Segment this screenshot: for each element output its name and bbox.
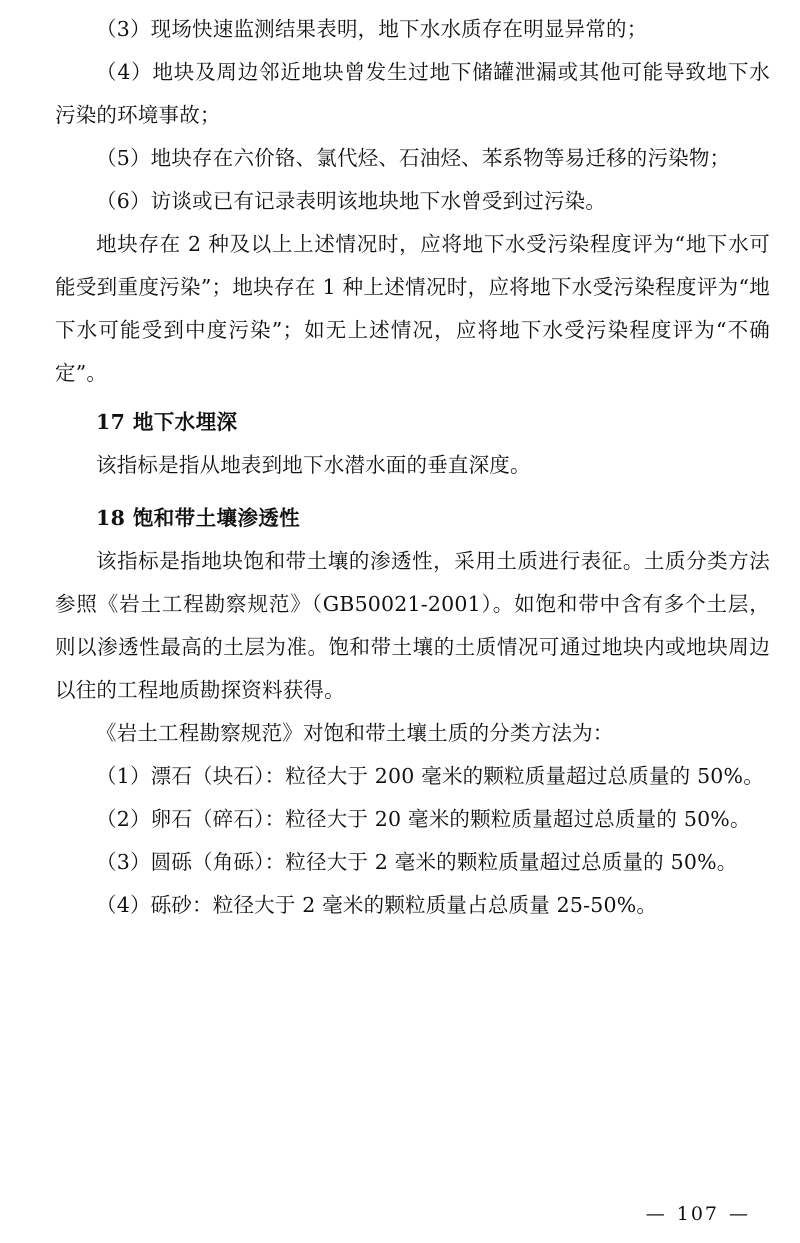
footer-dash-right: — xyxy=(729,1203,750,1225)
classification-item-1: （1）漂石（块石）：粒径大于 200 毫米的颗粒质量超过总质量的 50%。 xyxy=(96,764,764,788)
section-heading-17: 17 地下水埋深 xyxy=(96,410,238,434)
paragraph-evaluation-rule: 地块存在 2 种及以上上述情况时，应将地下水受污染程度评为“地下水可能受到重度污染”；地块存在 1 种上述情况时，应将地下水受污染程度评为“地下水可能受到中度污染”；如无上述情况，应将地下水受污染程度评为“不确定”。 xyxy=(55,232,770,385)
page-footer xyxy=(0,1203,760,1225)
section-18-body-1: 该指标是指地块饱和带土壤的渗透性，采用土质进行表征。土质分类方法参照《岩土工程勘察规范》（GB50021-2001）。如饱和带中含有多个土层，则以渗透性最高的土层为准。饱和带土壤的土质情况可通过地块内或地块周边以往的工程地质勘探资料获得。 xyxy=(55,549,770,702)
spacer xyxy=(55,487,770,497)
paragraph-item-5: （5）地块存在六价铬、氯代烃、石油烃、苯系物等易迁移的污染物； xyxy=(96,146,731,170)
section-17-body: 该指标是指从地表到地下水潜水面的垂直深度。 xyxy=(96,453,531,477)
classification-item-4: （4）砾砂：粒径大于 2 毫米的颗粒质量占总质量 25-50%。 xyxy=(96,893,658,917)
paragraph-item-4: （4）地块及周边邻近地块曾发生过地下储罐泄漏或其他可能导致地下水污染的环境事故； xyxy=(55,60,770,127)
footer-dash-left: — xyxy=(645,1203,667,1225)
page-number: 107 xyxy=(676,1203,719,1225)
paragraph-item-3: （3）现场快速监测结果表明，地下水水质存在明显异常的； xyxy=(96,17,648,41)
paragraph-item-6: （6）访谈或已有记录表明该地块地下水曾受到过污染。 xyxy=(96,189,607,213)
section-18-body-2: 《岩土工程勘察规范》对饱和带土壤土质的分类方法为： xyxy=(96,721,614,745)
classification-item-3: （3）圆砾（角砾）：粒径大于 2 毫米的颗粒质量超过总质量的 50%。 xyxy=(96,850,738,874)
section-heading-18: 18 饱和带土壤渗透性 xyxy=(96,506,301,530)
classification-item-2: （2）卵石（碎石）：粒径大于 20 毫米的颗粒质量超过总质量的 50%。 xyxy=(96,807,751,831)
